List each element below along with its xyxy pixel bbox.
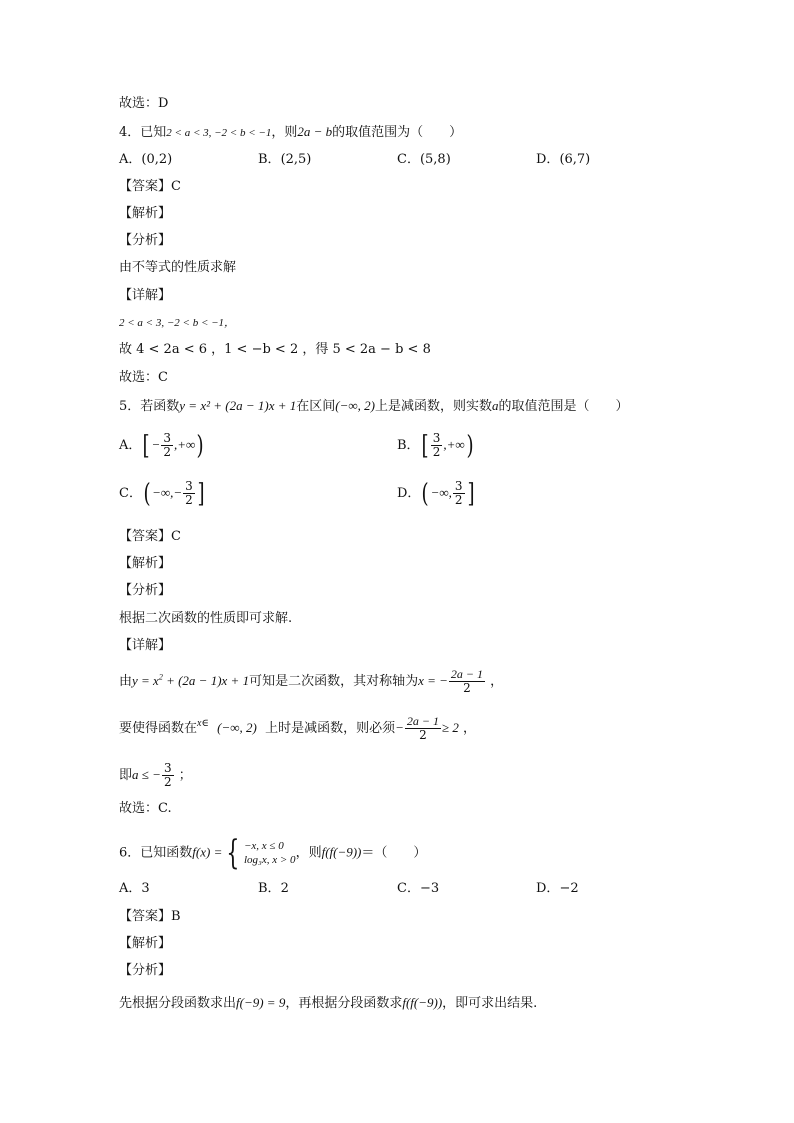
- q5-step3: 即a ≤ − $\frac{3}{2}$ ；: [119, 761, 192, 789]
- q6-analysis-heading: 【解析】: [119, 936, 172, 951]
- q4-fenxi-heading: 【分析】: [119, 233, 172, 248]
- q4-conclusion: 故选：C: [119, 370, 168, 385]
- q6-option-c[interactable]: C．−3: [397, 881, 440, 896]
- q5-option-c[interactable]: C．( −∞,− $\frac{3}{2}$ ]: [119, 478, 205, 509]
- q6-fenxi-heading: 【分析】: [119, 963, 172, 978]
- q5-option-a[interactable]: A．[ − $\frac{3}{2}$ ,+∞): [119, 430, 204, 461]
- q5-step2: 要使得函数在$^{x\in}$ (−∞, 2) 上时是减函数，则必须− $\frac{2a - 1}{2}$ ≥ 2 ，: [119, 714, 477, 742]
- q4-step1: 2 < a < 3, −2 < b < −1，: [119, 317, 236, 329]
- q4-step2: 故 4 < 2a < 6 ，1 < −b < 2 ，得 5 < 2a − b < 8: [119, 342, 431, 357]
- q4-fenxi-text: 由不等式的性质求解: [119, 260, 237, 275]
- q5-answer: 【答案】C: [119, 529, 181, 544]
- q4-option-d[interactable]: D．(6,7): [536, 152, 591, 167]
- q5-conclusion: 故选：C.: [119, 801, 172, 816]
- q5-detail-heading: 【详解】: [119, 638, 172, 653]
- q4-detail-heading: 【详解】: [119, 288, 172, 303]
- q6-stem: 6．已知函数f(x) = { −x, x ≤ 0 log₃x, x > 0 ，则f(f(−9))＝（ ）: [119, 833, 427, 873]
- q5-option-d[interactable]: D．( −∞, $\frac{3}{2}$ ]: [397, 478, 475, 509]
- q5-fenxi-heading: 【分析】: [119, 583, 172, 598]
- q6-option-b[interactable]: B．2: [258, 881, 289, 896]
- q6-answer: 【答案】B: [119, 909, 181, 924]
- q4-stem: 4．已知2 < a < 3, −2 < b < −1，则2a − b的取值范围为（ ）: [119, 124, 463, 140]
- q5-analysis-heading: 【解析】: [119, 556, 172, 571]
- q4-option-c[interactable]: C．(5,8): [397, 152, 451, 167]
- q5-stem: 5．若函数y = x² + (2a − 1)x + 1在区间(−∞, 2)上是减函数，则实数a的取值范围是（ ）: [119, 398, 629, 414]
- q4-analysis-heading: 【解析】: [119, 206, 172, 221]
- q6-option-a[interactable]: A．3: [119, 881, 150, 896]
- q4-option-b[interactable]: B．(2,5): [258, 152, 312, 167]
- q5-option-b[interactable]: B．[ $\frac{3}{2}$ ,+∞): [397, 430, 474, 461]
- q5-fenxi-text: 根据二次函数的性质即可求解.: [119, 611, 293, 626]
- q5-step1: 由$y = x^2 + (2a - 1)x + 1$可知是二次函数，其对称轴为x = − $\frac{2a - 1}{2}$ ，: [119, 667, 504, 695]
- q6-fenxi-text: 先根据分段函数求出f(−9) = 9，再根据分段函数求f(f(−9))，即可求出结果.: [119, 995, 538, 1011]
- q4-answer: 【答案】C: [119, 179, 181, 194]
- q6-option-d[interactable]: D．−2: [536, 881, 579, 896]
- q3-conclusion: 故选：D: [119, 96, 169, 111]
- q4-option-a[interactable]: A．(0,2): [119, 152, 173, 167]
